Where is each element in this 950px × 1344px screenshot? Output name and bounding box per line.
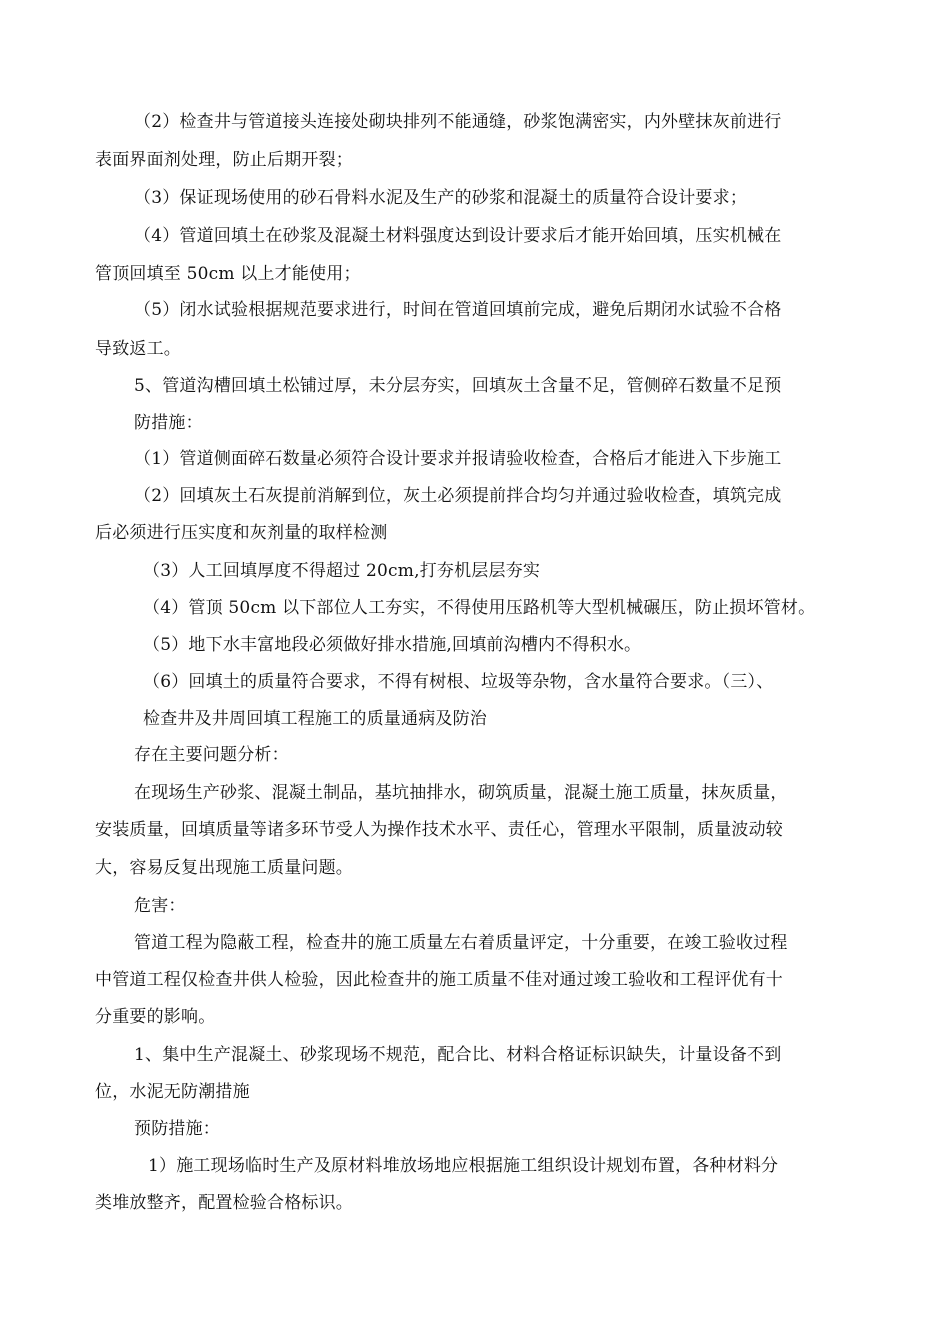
text-line: （4）管顶 50cm 以下部位人工夯实，不得使用压路机等大型机械碾压，防止损坏管材。 <box>143 598 816 618</box>
text-line: 后必须进行压实度和灰剂量的取样检测 <box>95 523 388 543</box>
text-line: 管顶回填至 50cm 以上才能使用； <box>95 264 361 284</box>
text-line: 防措施： <box>134 413 203 433</box>
text-line: （2）检查井与管道接头连接处砌块排列不能通缝，砂浆饱满密实，内外壁抹灰前进行 <box>134 112 782 132</box>
text-line: 管道工程为隐蔽工程，检查井的施工质量左右着质量评定，十分重要，在竣工验收过程 <box>134 933 788 953</box>
text-line: 表面界面剂处理，防止后期开裂； <box>95 150 353 170</box>
text-line: 安装质量，回填质量等诸多环节受人为操作技术水平、责任心，管理水平限制，质量波动较 <box>95 820 783 840</box>
text-line: （5）地下水丰富地段必须做好排水措施,回填前沟槽内不得积水。 <box>143 635 642 655</box>
text-line: 位，水泥无防潮措施 <box>95 1082 250 1102</box>
text-line: （1）管道侧面碎石数量必须符合设计要求并报请验收检查，合格后才能进入下步施工 <box>134 449 782 469</box>
text-line: 大，容易反复出现施工质量问题。 <box>95 858 353 878</box>
text-line: （3）保证现场使用的砂石骨料水泥及生产的砂浆和混凝土的质量符合设计要求； <box>134 188 748 208</box>
text-line: （4）管道回填土在砂浆及混凝土材料强度达到设计要求后才能开始回填，压实机械在 <box>134 226 782 246</box>
text-line: （5）闭水试验根据规范要求进行，时间在管道回填前完成，避免后期闭水试验不合格 <box>134 300 782 320</box>
text-line: 分重要的影响。 <box>95 1007 216 1027</box>
text-line: 预防措施： <box>134 1119 220 1139</box>
text-line: 中管道工程仅检查井供人检验，因此检查井的施工质量不佳对通过竣工验收和工程评优有十 <box>95 970 783 990</box>
text-line: 1、集中生产混凝土、砂浆现场不规范，配合比、材料合格证标识缺失，计量设备不到 <box>134 1045 782 1065</box>
text-line: （3）人工回填厚度不得超过 20cm,打夯机层层夯实 <box>143 561 541 581</box>
text-line: 检查井及井周回填工程施工的质量通病及防治 <box>143 709 487 729</box>
text-line: 导致返工。 <box>95 339 181 359</box>
text-line: （6）回填土的质量符合要求，不得有树根、垃圾等杂物，含水量符合要求。（三）、 <box>143 672 774 692</box>
text-line: 类堆放整齐，配置检验合格标识。 <box>95 1193 353 1213</box>
text-line: 5、管道沟槽回填土松铺过厚，未分层夯实，回填灰土含量不足，管侧碎石数量不足预 <box>134 376 782 396</box>
text-line: 危害： <box>134 896 186 916</box>
text-line: 在现场生产砂浆、混凝土制品，基坑抽排水，砌筑质量，混凝土施工质量，抹灰质量， <box>134 783 788 803</box>
text-line: （2）回填灰土石灰提前消解到位，灰土必须提前拌合均匀并通过验收检查，填筑完成 <box>134 486 782 506</box>
text-line: 存在主要问题分析： <box>134 745 289 765</box>
text-line: 1）施工现场临时生产及原材料堆放场地应根据施工组织设计规划布置，各种材料分 <box>148 1156 779 1176</box>
